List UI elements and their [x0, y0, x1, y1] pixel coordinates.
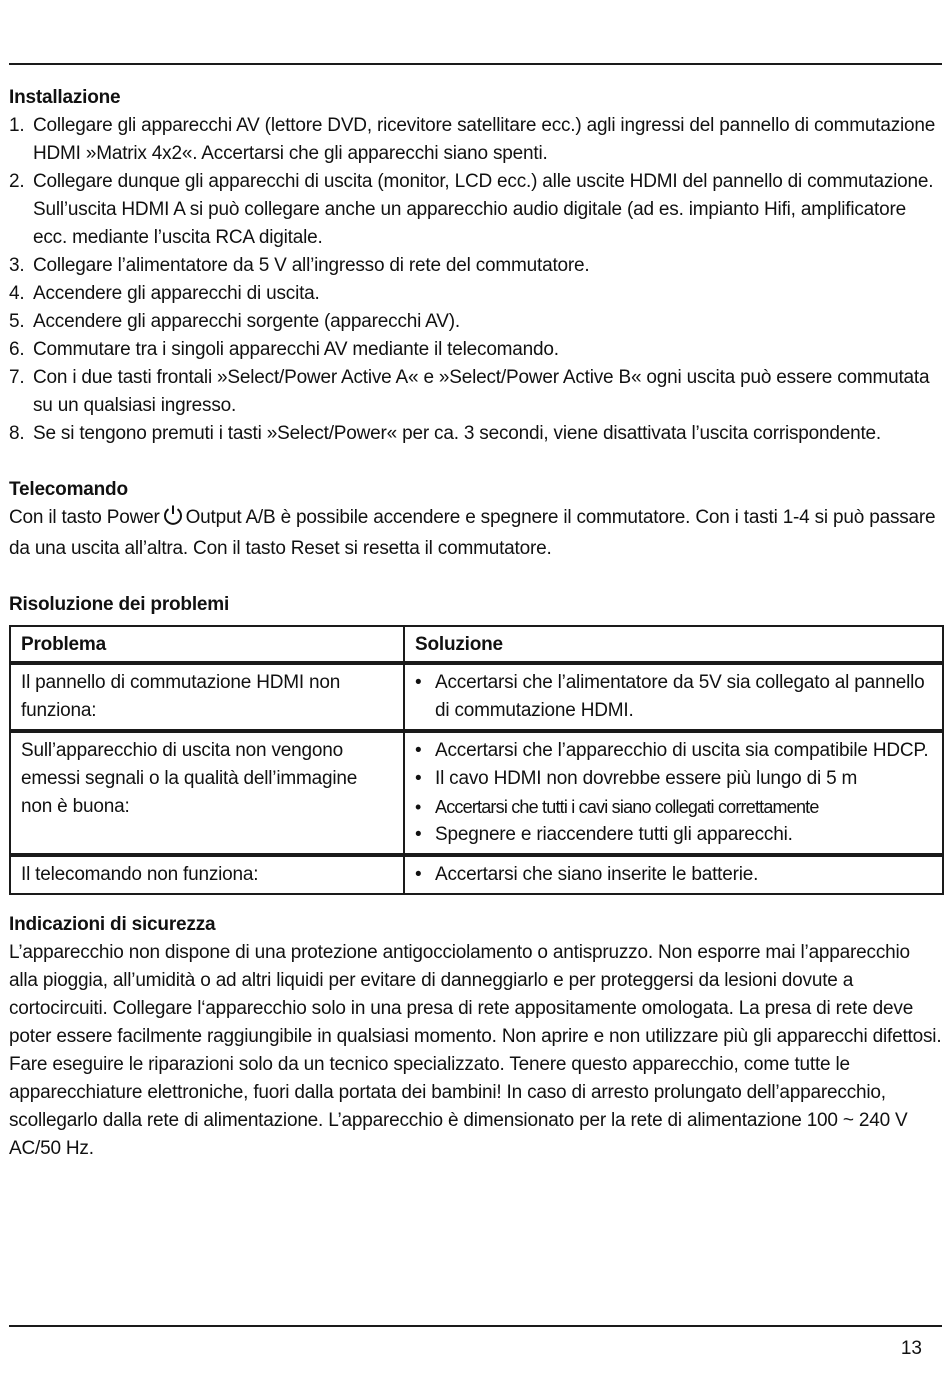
step-text: Se si tengono premuti i tasti »Select/Power« per ca. 3 secondi, viene disattivata l’uscita corrispondente. — [33, 423, 881, 444]
list-item — [9, 280, 942, 308]
telecomando-text — [9, 504, 942, 563]
telecomando-text-start: Con il tasto Power — [9, 507, 160, 528]
step-text: Commutare tra i singoli apparecchi AV mediante il telecomando. — [33, 339, 559, 360]
list-item — [9, 336, 942, 364]
step-number: 3. — [9, 255, 25, 276]
step-text: Accendere gli apparecchi di uscita. — [33, 283, 320, 304]
step-number: 2. — [9, 171, 25, 192]
list-item: • Accertarsi che l’alimentatore da 5V sia collegato al pannello di commutazione HDMI. — [415, 669, 932, 725]
list-item — [9, 112, 942, 168]
solution-list — [415, 669, 932, 725]
solution-cell — [404, 663, 943, 731]
list-item — [9, 308, 942, 336]
solution-list — [415, 861, 932, 889]
step-number: 6. — [9, 339, 25, 360]
list-item — [9, 252, 942, 280]
installation-steps — [9, 112, 942, 448]
problem-cell: Il telecomando non funziona: — [10, 855, 404, 894]
step-text: Collegare gli apparecchi AV (lettore DVD, ricevitore satellitare ecc.) agli ingressi del pannello di commutazione HDMI »Matrix 4x2«. Accertarsi che gli apparecchi siano spenti. — [33, 115, 936, 164]
problem-cell: Il pannello di commutazione HDMI non funziona: — [10, 663, 404, 731]
step-text: Accendere gli apparecchi sorgente (apparecchi AV). — [33, 311, 460, 332]
heading-telecomando: Telecomando — [9, 479, 128, 500]
step-text: Con i due tasti frontali »Select/Power Active A« e »Select/Power Active B« ogni uscita può essere commutata su un qualsiasi ingresso. — [33, 367, 930, 416]
list-item: • Spegnere e riaccendere tutti gli apparecchi. — [415, 821, 932, 849]
table-row — [10, 663, 943, 731]
section-sicurezza — [9, 911, 942, 1163]
table-row — [10, 731, 943, 855]
step-text: Collegare l’alimentatore da 5 V all’ingresso di rete del commutatore. — [33, 255, 590, 276]
heading-installazione: Installazione — [9, 87, 121, 108]
step-number: 5. — [9, 311, 25, 332]
column-header-solution: Soluzione — [404, 626, 943, 663]
bottom-rule — [9, 1325, 942, 1327]
spacer — [9, 895, 942, 911]
telecomando-text-end: Output A/B è possibile accendere e spegnere il commutatore. Con i tasti 1-4 si può passare da una uscita all’altra. Con il tasto Reset si resetta il commutatore. — [9, 507, 936, 559]
spacer — [9, 448, 942, 476]
list-item — [9, 364, 942, 420]
list-item — [9, 168, 942, 252]
table-row — [10, 855, 943, 894]
page-content — [9, 84, 942, 1163]
heading-risoluzione: Risoluzione dei problemi — [9, 594, 230, 615]
power-icon — [162, 504, 184, 535]
solution-list — [415, 737, 932, 849]
step-number: 1. — [9, 115, 25, 136]
table-header-row — [10, 626, 943, 663]
section-telecomando — [9, 476, 942, 563]
section-installazione — [9, 84, 942, 448]
spacer — [9, 563, 942, 591]
list-item: • Accertarsi che tutti i cavi siano collegati correttamente — [415, 793, 932, 821]
step-number: 4. — [9, 283, 25, 304]
top-rule — [9, 63, 942, 65]
sicurezza-text: L’apparecchio non dispone di una protezione antigocciolamento o antispruzzo. Non esporre mai l’apparecchio alla pioggia, all’umidità o ad altri liquidi per evitare di danneggiarlo e per proteggersi da lesioni dovute a cortocircuiti. Collegare l‘apparecchio solo in una presa di rete appositamente omologata. La presa di rete deve poter essere facilmente raggiungibile in qualsiasi momento. Non aprire e non utilizzare più gli apparecchi difettosi. Fare eseguire le riparazioni solo da un tecnico specializzato. Tenere questo apparecchio, come tutte le apparecchiature elettroniche, fuori dalla portata dei bambini! In caso di arresto prolungato dell’apparecchio, scollegarlo dalla rete di alimentazione. L’apparecchio è dimensionato per la rete di alimentazione 100 ~ 240 V AC/50 Hz. — [9, 942, 942, 1159]
problem-cell: Sull’apparecchio di uscita non vengono emessi segnali o la qualità dell’immagine non è buona: — [10, 731, 404, 855]
list-item: • Accertarsi che siano inserite le batterie. — [415, 861, 932, 889]
step-number: 7. — [9, 367, 25, 388]
section-risoluzione — [9, 591, 942, 895]
column-header-problem: Problema — [10, 626, 404, 663]
step-number: 8. — [9, 423, 25, 444]
list-item: • Accertarsi che l’apparecchio di uscita sia compatibile HDCP. — [415, 737, 932, 765]
list-item — [9, 420, 942, 448]
heading-sicurezza: Indicazioni di sicurezza — [9, 914, 216, 935]
solution-cell — [404, 731, 943, 855]
page-number: 13 — [900, 1338, 922, 1359]
troubleshooting-table — [9, 625, 944, 895]
step-text: Collegare dunque gli apparecchi di uscita (monitor, LCD ecc.) alle uscite HDMI del pannello di commutazione. Sull’uscita HDMI A si può collegare anche un apparecchio audio digitale (ad es. impianto Hifi, amplificatore ecc. mediante l’uscita RCA digitale. — [33, 171, 934, 248]
list-item: • Il cavo HDMI non dovrebbe essere più lungo di 5 m — [415, 765, 932, 793]
solution-cell — [404, 855, 943, 894]
